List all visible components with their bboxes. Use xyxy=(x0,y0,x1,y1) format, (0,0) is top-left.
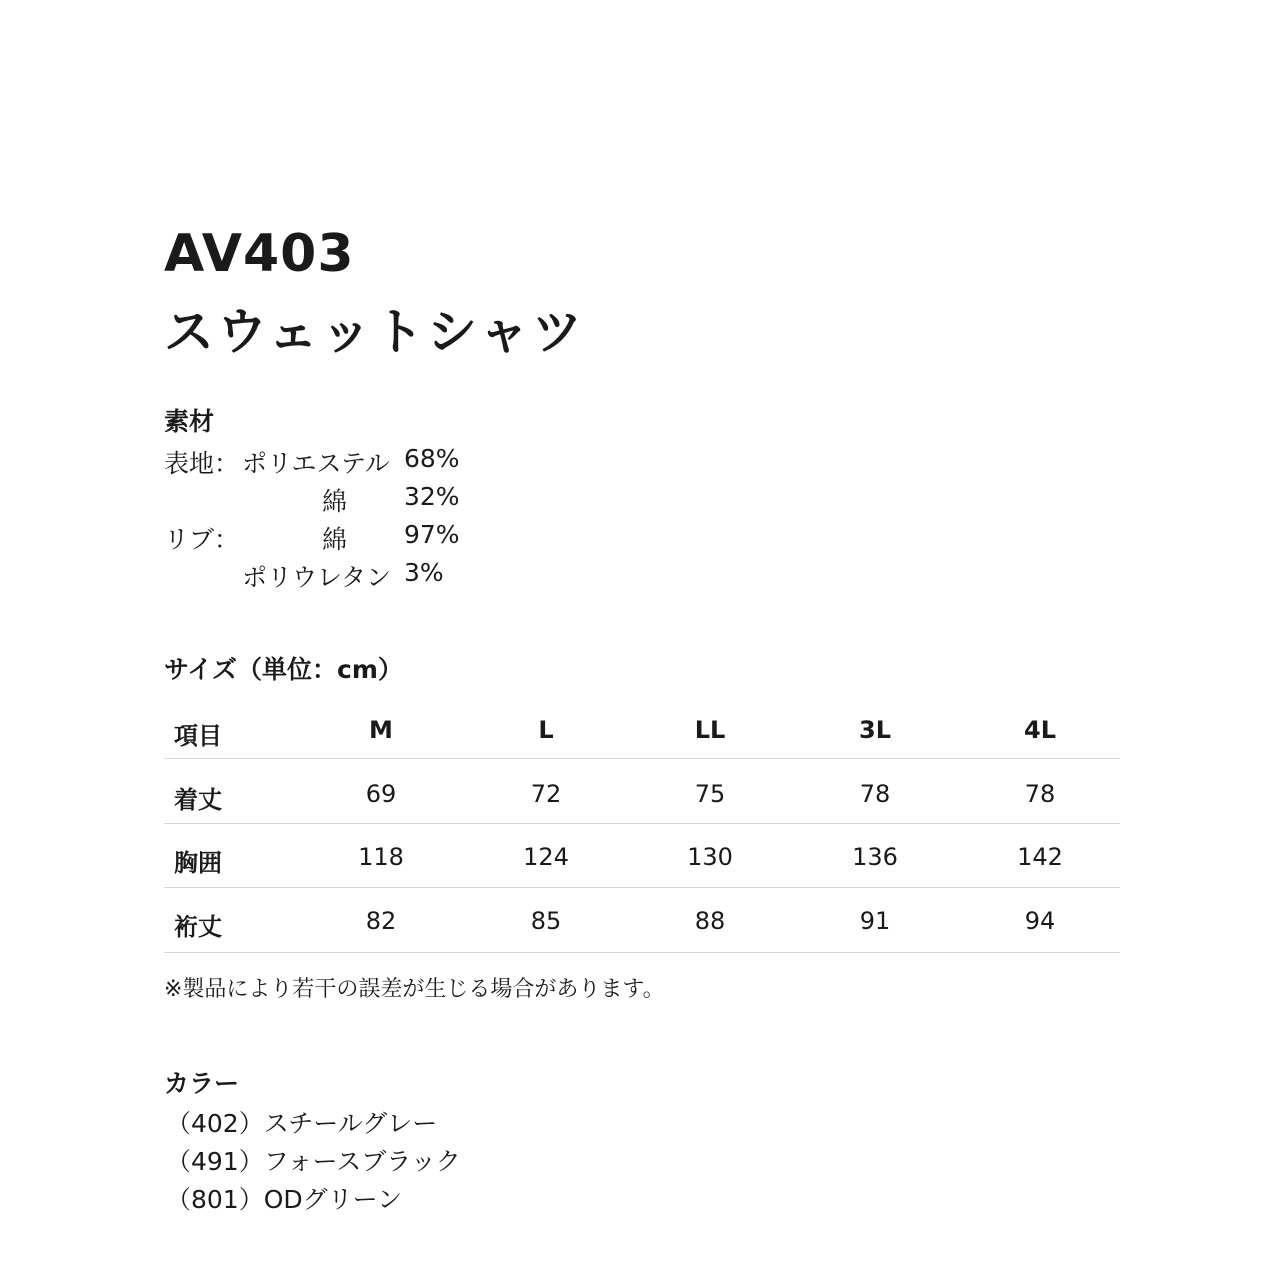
material-pct-cotton-outer: 32% xyxy=(404,482,460,511)
product-name: スウェットシャツ xyxy=(164,303,585,361)
col-header-l: L xyxy=(538,716,554,744)
table-cell: 78 xyxy=(1024,780,1056,808)
size-heading: サイズ（単位：cm） xyxy=(164,655,403,684)
divider xyxy=(164,758,1120,759)
material-pct-polyurethane: 3% xyxy=(404,558,444,587)
table-cell: 85 xyxy=(530,907,562,935)
row-label-chest: 胸囲 xyxy=(174,849,222,877)
material-item-polyester: ポリエステル xyxy=(242,449,390,478)
table-cell: 94 xyxy=(1024,907,1056,935)
col-header-ll: LL xyxy=(694,716,726,744)
material-pct-cotton-rib: 97% xyxy=(404,520,460,549)
row-label-length: 着丈 xyxy=(174,786,222,814)
material-heading: 素材 xyxy=(164,407,215,436)
col-header-m: M xyxy=(369,716,393,744)
col-header-4l: 4L xyxy=(1024,716,1056,744)
color-item: （801）ODグリーン xyxy=(166,1185,403,1214)
table-cell: 88 xyxy=(694,907,726,935)
color-item: （402）スチールグレー xyxy=(166,1109,438,1138)
material-pct-polyester: 68% xyxy=(404,444,460,473)
table-cell: 130 xyxy=(687,843,733,871)
table-cell: 82 xyxy=(365,907,397,935)
divider xyxy=(164,887,1120,888)
material-item-cotton-rib: 綿 xyxy=(322,525,348,554)
table-cell: 75 xyxy=(694,780,726,808)
table-cell: 69 xyxy=(365,780,397,808)
col-header-3l: 3L xyxy=(859,716,891,744)
material-item-polyurethane: ポリウレタン xyxy=(242,563,392,592)
product-code: AV403 xyxy=(164,224,355,284)
table-cell: 124 xyxy=(523,843,569,871)
material-label-outer: 表地： xyxy=(164,449,240,478)
table-cell: 118 xyxy=(358,843,404,871)
size-note: ※製品により若干の誤差が生じる場合があります。 xyxy=(164,977,665,1002)
divider xyxy=(164,823,1120,824)
material-label-rib: リブ： xyxy=(164,525,240,554)
table-cell: 91 xyxy=(859,907,891,935)
material-item-cotton-outer: 綿 xyxy=(322,487,348,516)
row-label-sleeve: 裄丈 xyxy=(174,913,222,941)
table-cell: 72 xyxy=(530,780,562,808)
table-cell: 136 xyxy=(852,843,898,871)
table-cell: 142 xyxy=(1017,843,1063,871)
color-item: （491）フォースブラック xyxy=(166,1147,461,1176)
table-cell: 78 xyxy=(859,780,891,808)
divider xyxy=(164,952,1120,953)
col-header-item: 項目 xyxy=(174,722,222,750)
color-heading: カラー xyxy=(164,1069,240,1098)
